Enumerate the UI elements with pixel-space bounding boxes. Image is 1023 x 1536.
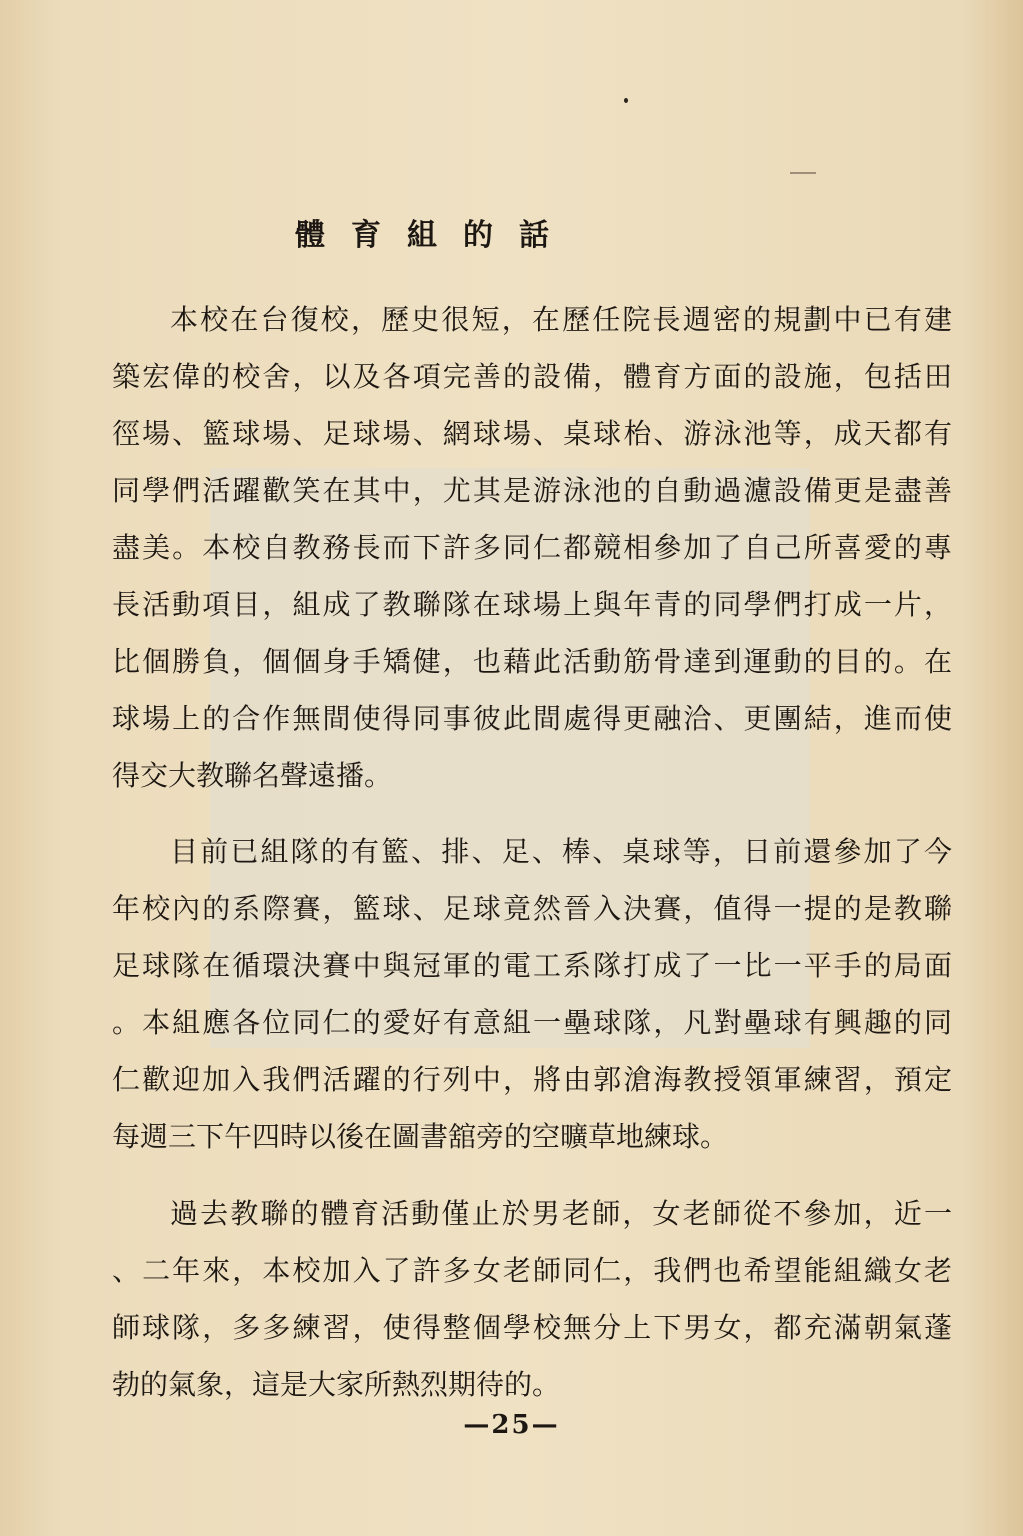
- paragraph-1-line-4: 同學們活躍歡笑在其中，尤其是游泳池的自動過濾設備更是盡善: [112, 474, 952, 507]
- paragraph-1-line-9: 得交大教聯名聲遠播。: [112, 759, 393, 792]
- paragraph-3-line-1: 過去教聯的體育活動僅止於男老師，女老師從不參加，近一: [170, 1197, 952, 1230]
- ink-dash: [790, 172, 816, 174]
- paragraph-1-line-7: 比個勝負，個個身手矯健，也藉此活動筋骨達到運動的目的。在: [112, 645, 952, 678]
- page-number: —25—: [463, 1410, 560, 1440]
- paragraph-3-line-3: 師球隊，多多練習，使得整個學校無分上下男女，都充滿朝氣蓬: [112, 1311, 952, 1344]
- paragraph-1-line-3: 徑場、籃球場、足球場、網球場、桌球枱、游泳池等，成天都有: [112, 417, 952, 450]
- paragraph-2-line-4: 。本組應各位同仁的愛好有意組一壘球隊，凡對壘球有興趣的同: [112, 1006, 952, 1039]
- paragraph-1-line-2: 築宏偉的校舍，以及各項完善的設備，體育方面的設施，包括田: [112, 360, 952, 393]
- page-title: 體育組的話: [295, 218, 575, 253]
- paragraph-3-line-2: 、二年來，本校加入了許多女老師同仁，我們也希望能組織女老: [112, 1254, 952, 1287]
- paragraph-1-line-1: 本校在台復校，歷史很短，在歷任院長週密的規劃中已有建: [170, 303, 952, 336]
- paragraph-1-line-5: 盡美。本校自教務長而下許多同仁都競相參加了自己所喜愛的專: [112, 531, 952, 564]
- ink-dot: [624, 98, 628, 103]
- paragraph-1-line-8: 球場上的合作無間使得同事彼此間處得更融洽、更團結，進而使: [112, 702, 952, 735]
- paragraph-2-line-1: 目前已組隊的有籃、排、足、棒、桌球等，日前還參加了今: [170, 835, 952, 868]
- paragraph-2-line-5: 仁歡迎加入我們活躍的行列中，將由郭滄海教授領軍練習，預定: [112, 1063, 952, 1096]
- paragraph-3-line-4: 勃的氣象，這是大家所熱烈期待的。: [112, 1368, 561, 1401]
- paragraph-1-line-6: 長活動項目，組成了教聯隊在球場上與年青的同學們打成一片，: [112, 588, 952, 621]
- paragraph-2-line-3: 足球隊在循環決賽中與冠軍的電工系隊打成了一比一平手的局面: [112, 949, 952, 982]
- paragraph-2-line-2: 年校內的系際賽，籃球、足球竟然晉入決賽，值得一提的是教聯: [112, 892, 952, 925]
- paragraph-2-line-6: 每週三下午四時以後在圖書舘旁的空曠草地練球。: [112, 1120, 729, 1153]
